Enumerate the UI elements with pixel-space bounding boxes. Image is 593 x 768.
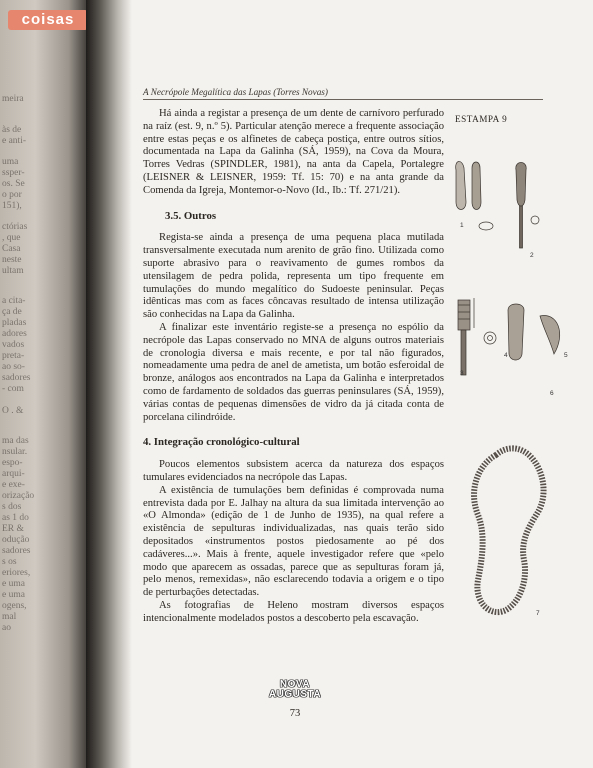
left-page-fragment: ao (2, 623, 11, 633)
left-page-fragment: mal (2, 612, 17, 622)
left-page-fragment: e exe- (2, 480, 25, 490)
left-page-fragment: arqui- (2, 469, 25, 479)
left-page-fragment: e uma (2, 579, 25, 589)
left-page-fragment: uma (2, 157, 19, 167)
nova-augusta-logo (262, 680, 328, 700)
logo-line-1: NOVA (279, 679, 311, 690)
left-page-fragment: s os (2, 557, 17, 567)
left-page-fragment: nsular. (2, 447, 28, 457)
figure-1-tools (456, 161, 493, 230)
plate-title: ESTAMPA 9 (455, 114, 508, 124)
left-page-fragment: s dos (2, 502, 22, 512)
book-gutter (86, 0, 132, 768)
plate-drawing (448, 140, 588, 660)
left-page-fragment: o por (2, 190, 22, 200)
figure-label: 4 (504, 352, 508, 359)
paragraph: A finalizar este inventário registe-se a presença no espólio da necrópole das Lapas conservado no MNA de alguns outros materiais de cronologia diversa e mais recente, e por tal não figurados, nomeadamente uma pedra de anel de ametista, um botão esferoidal de bronze, análogos aos encontrados na Lapa da Galinha e interpretados como de fardamento de soldados das guerras peninsulares (SÁ, 1959), várias contas de pequenas dimensões de vidro da já citada conta de porcelana cilindróide. (143, 321, 444, 423)
left-page-fragment: ça de (2, 307, 22, 317)
section-heading-outros: 3.5. Outros (165, 209, 217, 222)
figure-7-necklace (474, 448, 544, 612)
logo-line-2: AUGUSTA (268, 689, 322, 700)
section-heading-integracao: 4. Integração cronológico-cultural (143, 436, 300, 449)
figure-label: 5 (564, 352, 568, 359)
figure-4-beads (484, 332, 496, 344)
left-page-fragment: vados (2, 340, 25, 350)
left-page-fragment: , que (2, 233, 21, 243)
figure-label: 2 (530, 252, 534, 259)
left-page-fragment: odução (2, 535, 30, 545)
main-text-column (143, 108, 444, 625)
left-page-fragment: ogens, (2, 601, 27, 611)
plate-illustrations (448, 140, 588, 665)
left-page-fragment: a cita- (2, 296, 26, 306)
left-page-fragment: eriores, (2, 568, 31, 578)
left-page-fragment: 151), (2, 201, 22, 211)
left-page-fragment: Casa (2, 244, 21, 254)
figure-5-6-objects (508, 304, 560, 360)
left-page-fragment: sadores (2, 373, 31, 383)
paragraph: Há ainda a registar a presença de um dente de carnívoro perfurado na raíz (est. 9, n.º 5). Particular atenção merece a frequente associação entre estas peças e os alfinetes de cabeça postiça, entre outros sítios, documentada na Lapa da Galinha (SÁ, 1959), na Cova da Moura, Torres Vedras (SPINDLER, 1981), na anta da Capela, Portalegre (LEISNER & LEISNER, 1959: Tf. 15: 70) e na anta grande da Comenda da Igreja, Montemor-o-Novo (Id., Ib.: Tf. 271/21). (143, 108, 444, 196)
paragraph: As fotografias de Heleno mostram diversos espaços intencionalmente modelados postos a descoberto pela escavação. (143, 599, 444, 624)
page-number: 73 (289, 708, 301, 719)
left-page-fragment: ultam (2, 266, 24, 276)
left-page-fragment: meira (2, 94, 24, 104)
figure-3-pin (458, 298, 474, 375)
left-page-fragment: ctórias (2, 222, 28, 232)
paragraph: Regista-se ainda a presença de uma pequena placa mutilada transversalmente executada num arenito de grão fino. Utilizada como suporte abrasivo para o reavivamento de gumes rombos da utensilagem de pedra polida, representa um tipo frequente em tumulações do mundo megalítico do Sudoeste peninsular. Peças idênticas mas com as faces côncavas resultado de intensa utilização são conhecidas na Lapa da Galinha. (143, 232, 444, 321)
left-page-fragment: preta- (2, 351, 25, 361)
left-page-fragment: ER & (2, 524, 24, 534)
left-page-fragment: e anti- (2, 136, 27, 146)
left-page-fragment: as 1 do (2, 513, 29, 523)
figure-label: 3 (460, 370, 464, 377)
figure-label: 7 (536, 610, 540, 617)
left-page-fragment: às de (2, 125, 22, 135)
left-page-fragment: O . & (2, 406, 24, 416)
figure-label: 1 (460, 222, 464, 229)
left-page-fragment: ao so- (2, 362, 25, 372)
paragraph: A existência de tumulações bem definidas é comprovada numa entrevista dada por E. Jalhay na altura da sua limitada intervenção ao «O Almonda» (edição de 1 de Junho de 1935), na qual refere a existência de sepulturas individualizadas, nas quais terão sido depositados «instrumentos postos piedosamente ao pé dos cadáveres...». Mais à frente, aquele investigador refere que «pelo modo que aparecem as ossadas, parece que as sepulturas foram já, pelo menos, remexidas», não esclarecendo todavia a origem e o tipo de perturbações detectadas. (143, 484, 444, 599)
left-page-fragment: ma das (2, 436, 29, 446)
left-page-fragment: orização (2, 491, 35, 501)
left-page-fragment: espo- (2, 458, 23, 468)
coisas-badge: coisas (8, 10, 88, 30)
paragraph: Poucos elementos subsistem acerca da natureza dos espaços tumulares evidenciados na necrópole das Lapas. (143, 459, 444, 483)
left-page-fragment: sadores (2, 546, 31, 556)
left-page-fragment: ssper- (2, 168, 25, 178)
left-page-fragment: - com (2, 384, 24, 394)
figure-2-pin (516, 163, 539, 249)
left-page-fragment: adores (2, 329, 27, 339)
left-page-fragment: os. Se (2, 179, 25, 189)
left-facing-page (0, 0, 88, 768)
left-page-fragment: pladas (2, 318, 27, 328)
left-page-fragment: e uma (2, 590, 25, 600)
figure-label: 6 (550, 390, 554, 397)
running-header: A Necrópole Megalítica das Lapas (Torres Novas) (143, 87, 543, 100)
left-page-fragment: neste (2, 255, 22, 265)
